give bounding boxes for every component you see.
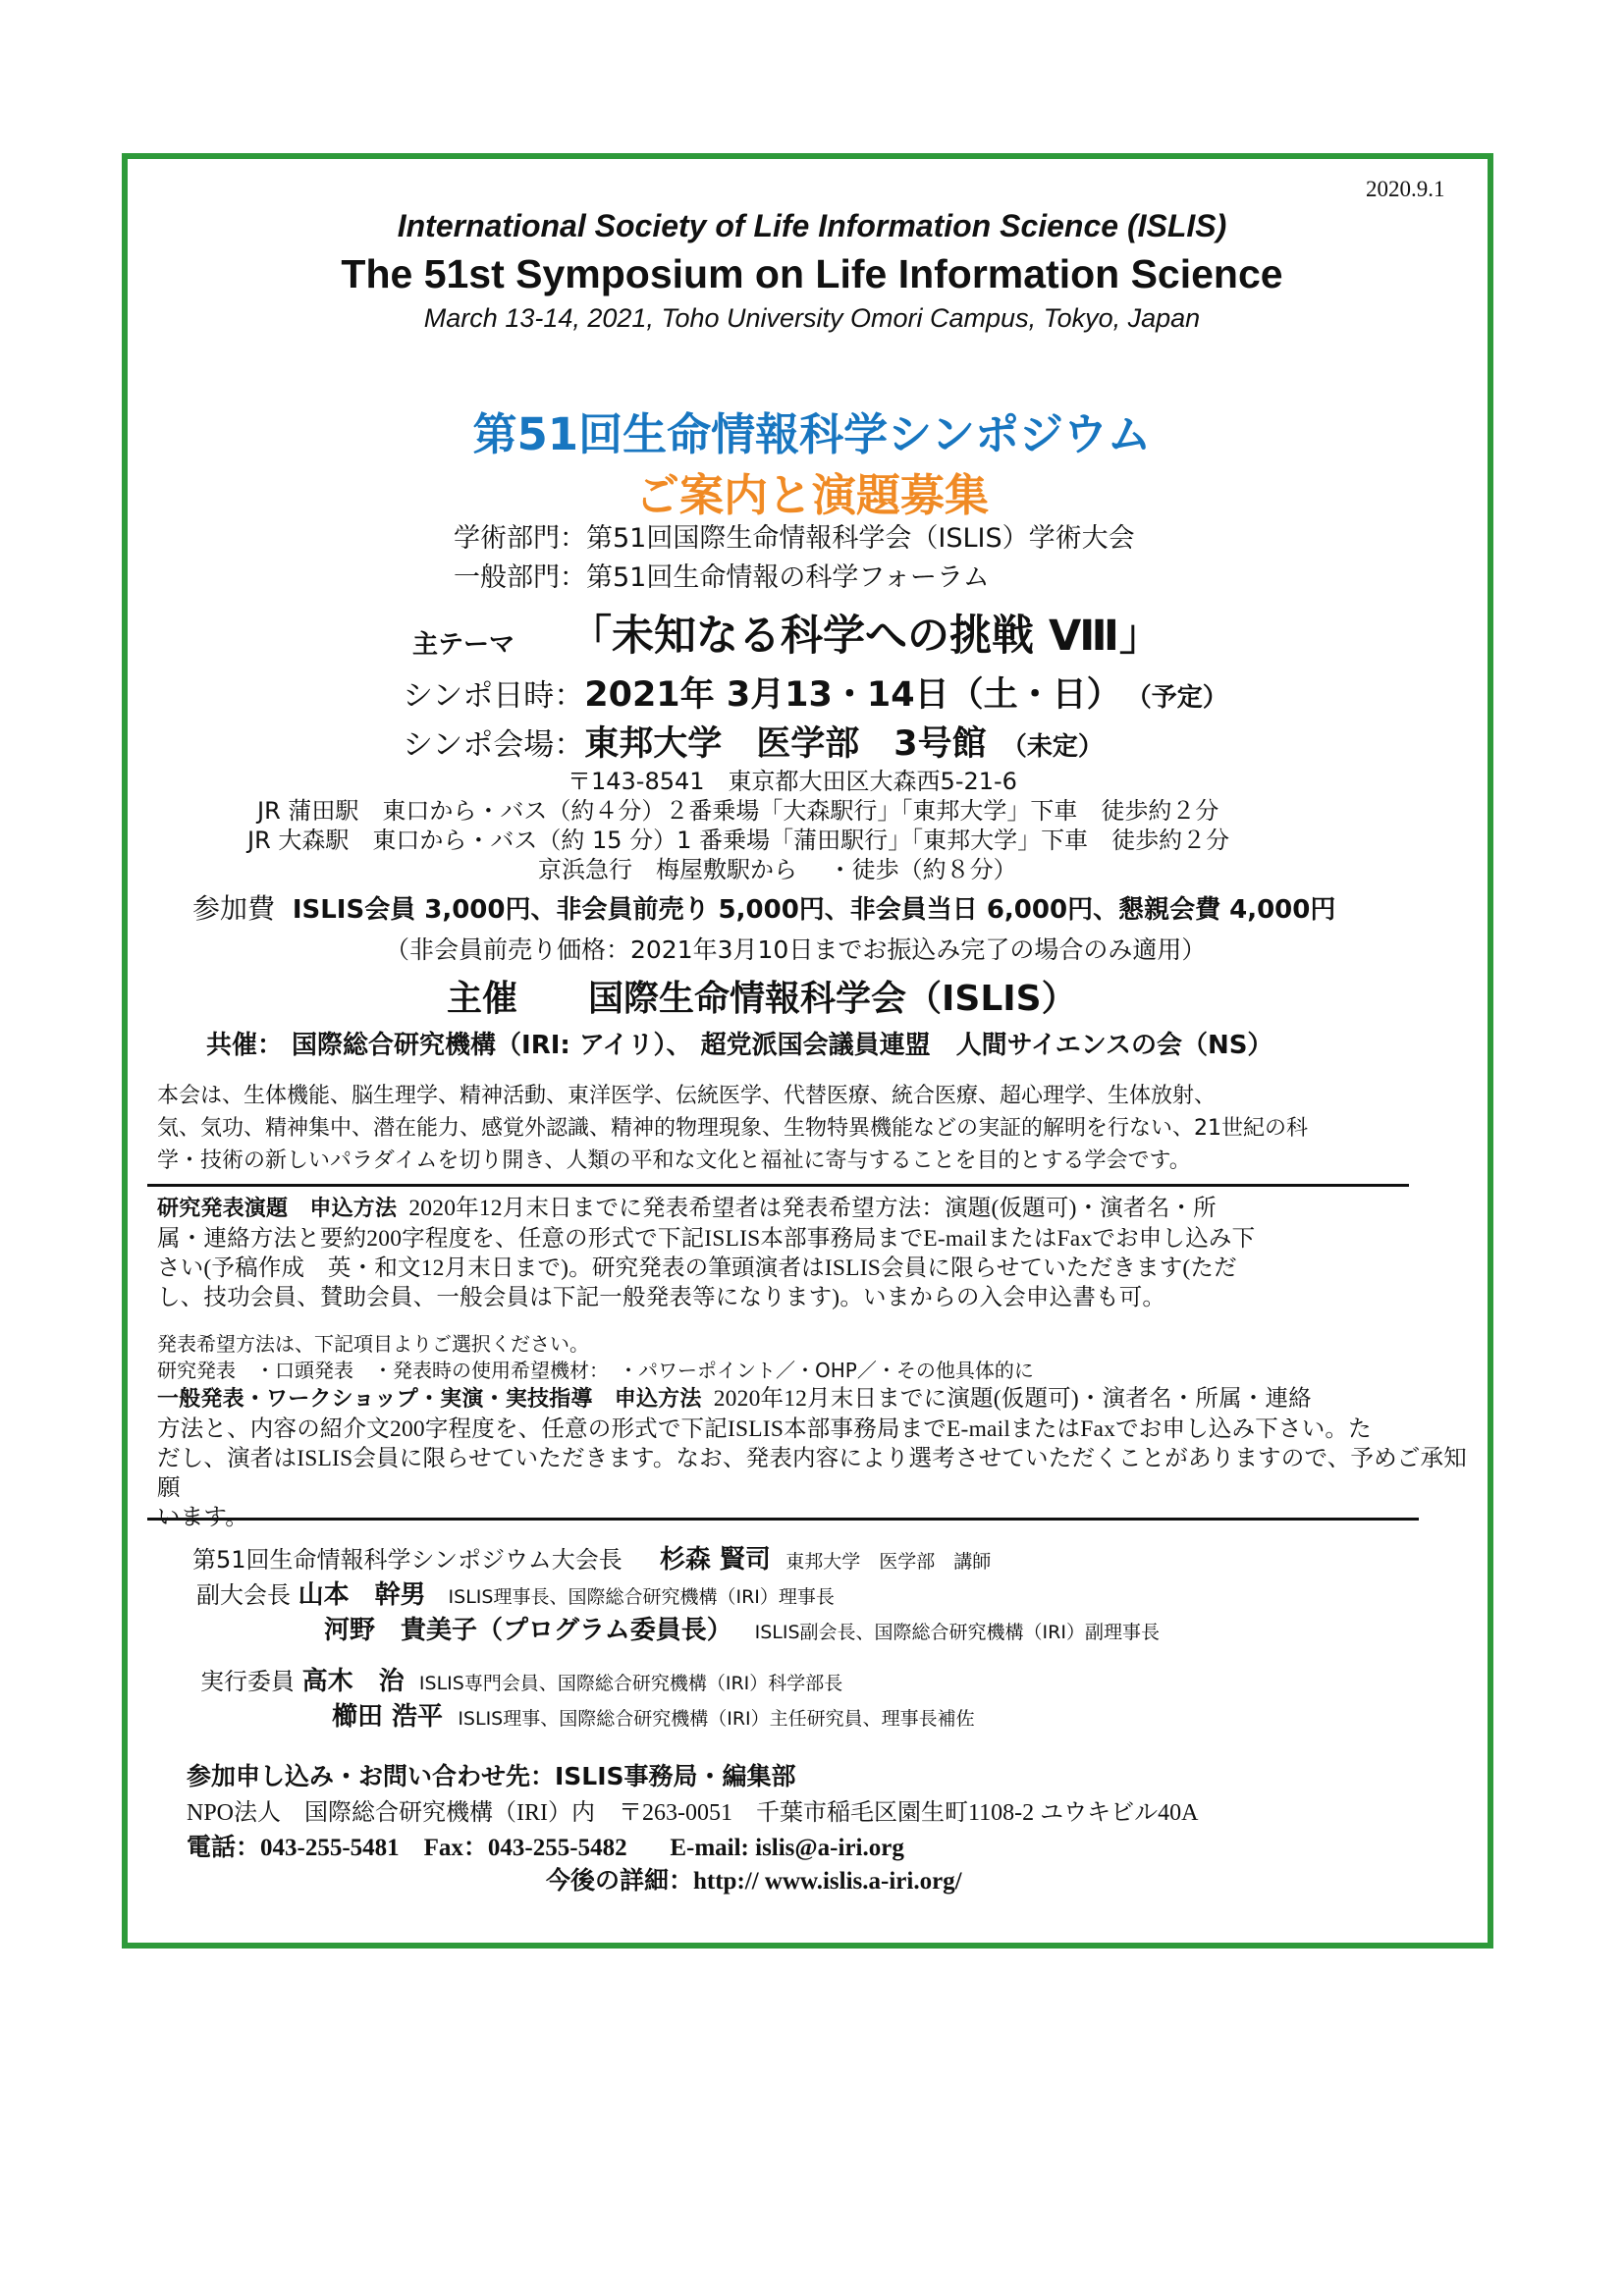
divider bbox=[147, 1184, 1409, 1187]
theme-label: 主テーマ bbox=[412, 630, 515, 660]
vice2-affiliation: ISLIS副会長、国際総合研究機構（IRI）副理事長 bbox=[754, 1622, 1160, 1643]
date-note: （予定） bbox=[1125, 683, 1228, 713]
research-line: し、技功会員、賛助会員、一般会員は下記一般発表等になります)。いまからの入会申込書も可。 bbox=[157, 1285, 1166, 1310]
date-value: 2021年 3月13・14日（土・日） bbox=[584, 675, 1121, 715]
contact-heading: 参加申し込み・お問い合わせ先：ISLIS事務局・編集部 bbox=[187, 1762, 796, 1790]
president-row bbox=[192, 1539, 991, 1575]
contact-fax: Fax：043-255-5482 bbox=[423, 1835, 627, 1861]
method-note: 発表希望方法は、下記項目よりご選択ください。 bbox=[157, 1332, 589, 1356]
contact-line bbox=[187, 1828, 904, 1863]
vice1-name: 山本 幹男 bbox=[298, 1580, 426, 1610]
exec-row-1 bbox=[200, 1661, 842, 1697]
contact-web[interactable]: 今後の詳細：http:// www.islis.a-iri.org/ bbox=[546, 1868, 962, 1895]
fee-note: （非会員前売り価格：2021年3月10日までお振込み完了の場合のみ適用） bbox=[385, 935, 1207, 964]
exec2-name: 櫛田 浩平 bbox=[332, 1702, 444, 1732]
venue-note: （未定） bbox=[1001, 732, 1104, 762]
contact-phone: 電話：043-255-5481 bbox=[187, 1835, 400, 1861]
president-name: 杉森 賢司 bbox=[659, 1545, 771, 1575]
header-organization: International Society of Life Information Science (ISLIS) bbox=[397, 208, 1227, 243]
contact-address: NPO法人 国際総合研究機構（IRI）内 〒263-0051 千葉市稲毛区園生町1108-2 ユウキビル40A bbox=[187, 1800, 1199, 1826]
exec-row-2 bbox=[332, 1696, 975, 1733]
academic-division: 学術部門：第51回国際生命情報科学会（ISLIS）学術大会 bbox=[454, 523, 1135, 554]
access-omori: JR 大森駅 東口から・バス（約 15 分）1 番乗場「蒲田駅行」「東邦大学」下車 徒歩約２分 bbox=[247, 827, 1230, 854]
intro-paragraph bbox=[157, 1080, 1463, 1177]
research-line: 2020年12月末日までに発表希望者は発表希望方法：演題(仮題可)・演者名・所 bbox=[408, 1196, 1217, 1221]
fee-label: 参加費 bbox=[192, 892, 276, 925]
date-row bbox=[403, 667, 1228, 717]
jp-subtitle: ご案内と演題募集 bbox=[634, 469, 989, 521]
vice1-affiliation: ISLIS理事長、国際総合研究機構（IRI）理事長 bbox=[448, 1586, 835, 1608]
method-options: 研究発表 ・口頭発表 ・発表時の使用希望機材： ・パワーポイント／・OHP／・その他具体的に bbox=[157, 1359, 1034, 1382]
general-division: 一般部門：第51回生命情報の科学フォーラム bbox=[454, 562, 990, 593]
header-dates-venue: March 13-14, 2021, Toho University Omori Campus, Tokyo, Japan bbox=[423, 303, 1201, 333]
research-heading: 研究発表演題 申込方法 bbox=[157, 1197, 398, 1221]
contact-email[interactable]: E-mail: islis@a-iri.org bbox=[670, 1835, 904, 1861]
vice-label: 副大会長 bbox=[196, 1581, 291, 1609]
divider bbox=[147, 1518, 1419, 1521]
cohost: 共催： 国際総合研究機構（IRI: アイリ）、 超党派国会議員連盟 人間サイエンスの会（NS） bbox=[206, 1031, 1273, 1060]
exec1-affiliation: ISLIS専門会員、国際総合研究機構（IRI）科学部長 bbox=[418, 1673, 843, 1694]
exec2-affiliation: ISLIS理事、国際総合研究機構（IRI）主任研究員、理事長補佐 bbox=[458, 1708, 975, 1730]
general-line: います。 bbox=[157, 1505, 248, 1530]
vice2-name: 河野 貴美子（プログラム委員長） bbox=[324, 1616, 732, 1645]
research-line: 属・連絡方法と要約200字程度を、任意の形式で下記ISLIS本部事務局までE-mailまたはFaxでお申し込み下 bbox=[157, 1226, 1256, 1252]
general-line: だし、演者はISLIS会員に限らせていただきます。なお、発表内容により選考させていただくことがありますので、予めご承知願 bbox=[157, 1446, 1467, 1501]
venue-value: 東邦大学 医学部 3号館 bbox=[584, 724, 987, 764]
general-line: 2020年12月末日までに演題(仮題可)・演者名・所属・連絡 bbox=[713, 1386, 1312, 1412]
venue-address: 〒143-8541 東京都大田区大森西5-21-6 bbox=[568, 768, 1017, 795]
intro-line: 学・技術の新しいパラダイムを切り開き、人類の平和な文化と福祉に寄与することを目的とする学会です。 bbox=[157, 1148, 1191, 1173]
exec1-name: 高木 治 bbox=[301, 1667, 405, 1696]
document-date: 2020.9.1 bbox=[1366, 177, 1445, 201]
general-section bbox=[157, 1384, 1478, 1532]
access-keikyu: 京浜急行 梅屋敷駅から ・徒歩（約８分） bbox=[538, 856, 1017, 883]
jp-title: 第51回生命情報科学シンポジウム bbox=[472, 408, 1152, 460]
research-section bbox=[157, 1194, 1478, 1312]
research-line: さい(予稿作成 英・和文12月末日まで)。研究発表の筆頭演者はISLIS会員に限らせていただきます(ただ bbox=[157, 1255, 1237, 1281]
venue-label: シンポ会場： bbox=[403, 727, 585, 763]
intro-line: 本会は、生体機能、脳生理学、精神活動、東洋医学、伝統医学、代替医療、統合医療、超心理学、生体放射、 bbox=[157, 1084, 1217, 1108]
president-label: 第51回生命情報科学シンポジウム大会長 bbox=[192, 1546, 623, 1574]
main-theme: 「未知なる科学への挑戦 Ⅷ」 bbox=[569, 612, 1162, 661]
fee-value: ISLIS会員 3,000円、非会員前売り 5,000円、非会員当日 6,000円、懇親会費 4,000円 bbox=[292, 895, 1336, 925]
fee-row bbox=[192, 887, 1335, 927]
general-heading: 一般発表・ワークショップ・実演・実技指導 申込方法 bbox=[157, 1387, 702, 1412]
president-affiliation: 東邦大学 医学部 講師 bbox=[785, 1551, 992, 1573]
date-label: シンポ日時： bbox=[403, 678, 585, 714]
vice-row-2 bbox=[324, 1610, 1160, 1646]
general-line: 方法と、内容の紹介文200字程度を、任意の形式で下記ISLIS本部事務局までE-mailまたはFaxでお申し込み下さい。た bbox=[157, 1416, 1372, 1442]
method-section bbox=[157, 1331, 1463, 1384]
header-symposium-title: The 51st Symposium on Life Information Science bbox=[341, 251, 1283, 296]
intro-line: 気、気功、精神集中、潜在能力、感覚外認識、精神的物理現象、生物特異機能などの実証的解明を行ない、21世紀の科 bbox=[157, 1116, 1308, 1141]
venue-row bbox=[403, 717, 1104, 766]
exec-label: 実行委員 bbox=[200, 1668, 295, 1695]
access-kamata: JR 蒲田駅 東口から・バス（約４分）２番乗場「大森駅行」「東邦大学」下車 徒歩約２分 bbox=[257, 797, 1219, 825]
host: 主催 国際生命情報科学会（ISLIS） bbox=[447, 979, 1077, 1019]
vice-row-1 bbox=[196, 1575, 835, 1611]
